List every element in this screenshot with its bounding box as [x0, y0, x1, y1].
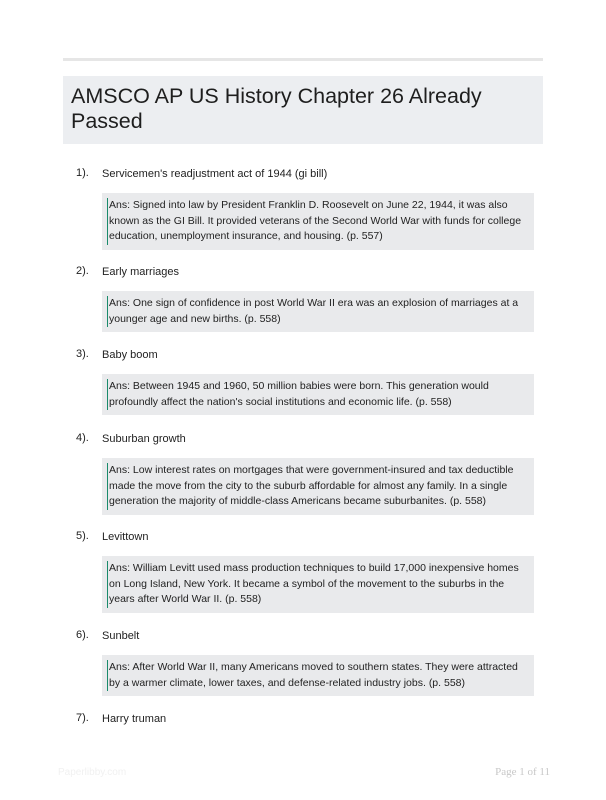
page-number: Page 1 of 11	[495, 766, 550, 778]
document-title: AMSCO AP US History Chapter 26 Already Passed	[71, 84, 482, 133]
question-text: Early marriages	[102, 266, 180, 278]
question-text: Levittown	[102, 531, 149, 543]
footer-site-watermark: Paperlibby.com	[58, 767, 127, 778]
question-text: Harry truman	[102, 713, 167, 725]
question-number: 3).	[76, 348, 89, 360]
answer-text: Ans: Signed into law by President Franklin D. Roosevelt on June 22, 1944, it was also known as the GI Bill. It provided veterans of the Second World War with funds for college education, unemployment insurance, and housing. (p. 557)	[107, 198, 528, 245]
answer-box	[102, 291, 534, 332]
question-number: 4).	[76, 432, 89, 444]
question-text: Baby boom	[102, 349, 158, 361]
answer-text: Ans: One sign of confidence in post World War II era was an explosion of marriages at a younger age and new births. (p. 558)	[107, 296, 528, 327]
question-text: Sunbelt	[102, 630, 140, 642]
top-divider	[63, 58, 543, 61]
answer-text: Ans: After World War II, many Americans moved to southern states. They were attracted by a warmer climate, lower taxes, and defense-related industry jobs. (p. 558)	[107, 660, 528, 691]
answer-box	[102, 655, 534, 696]
question-number: 7).	[76, 712, 89, 724]
answer-text: Ans: William Levitt used mass production techniques to build 17,000 inexpensive homes on Long Island, New York. It became a symbol of the movement to the suburbs in the years after World War II. (p. 558)	[107, 561, 528, 608]
title-banner	[63, 76, 543, 144]
question-text: Suburban growth	[102, 433, 186, 445]
answer-text: Ans: Low interest rates on mortgages that were government-insured and tax deductible made the move from the city to the suburb affordable for almost any family. In a single generation the majority of middle-class Americans became suburbanites. (p. 558)	[107, 463, 528, 510]
question-number: 1).	[76, 167, 89, 179]
answer-box	[102, 556, 534, 613]
question-number: 5).	[76, 530, 89, 542]
answer-box	[102, 458, 534, 515]
answer-box	[102, 193, 534, 250]
question-text: Servicemen's readjustment act of 1944 (gi bill)	[102, 168, 328, 180]
question-number: 6).	[76, 629, 89, 641]
answer-box	[102, 374, 534, 415]
answer-text: Ans: Between 1945 and 1960, 50 million babies were born. This generation would profoundly affect the nation's social institutions and economic life. (p. 558)	[107, 379, 528, 410]
question-number: 2).	[76, 265, 89, 277]
